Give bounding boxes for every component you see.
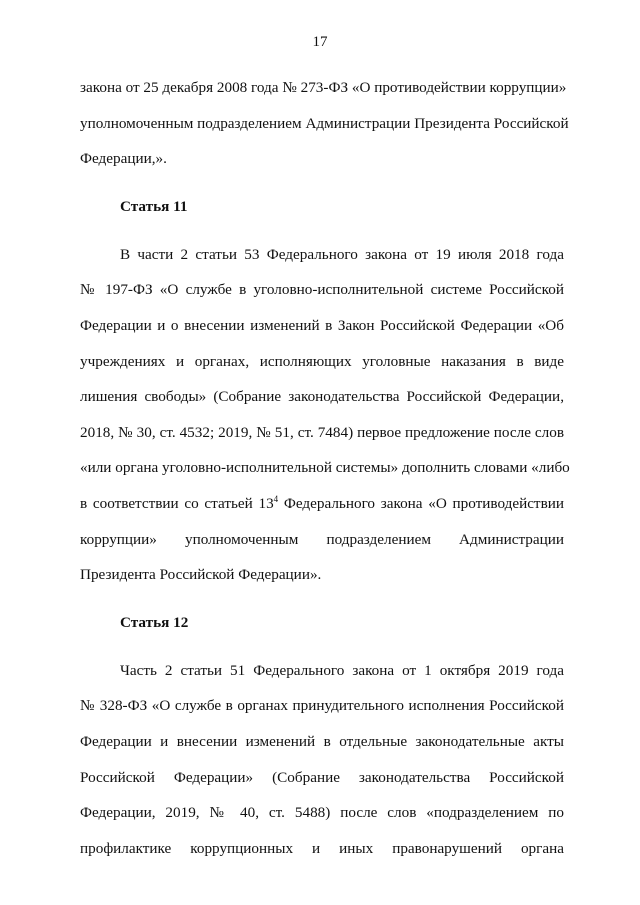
text-line: Федерации и о внесении изменений в Закон Российской Федерации «Об — [80, 316, 564, 334]
article-12-text — [80, 653, 564, 867]
text-line-with-superscript — [80, 486, 564, 522]
text-line: уполномоченным подразделением Администрации Президента Российской — [80, 114, 569, 132]
text-line: профилактике коррупционных и иных правонарушений органа — [80, 839, 564, 857]
text-line: лишения свободы» (Собрание законодательства Российской Федерации, — [80, 388, 564, 406]
text-line: Президента Российской Федерации». — [80, 566, 322, 584]
text-line: В части 2 статьи 53 Федерального закона от 19 июля 2018 года — [120, 245, 564, 263]
text-line: 2018, № 30, ст. 4532; 2019, № 51, ст. 7484) первое предложение после слов — [80, 423, 564, 441]
text-line: Часть 2 статьи 51 Федерального закона от 1 октября 2019 года — [120, 661, 564, 679]
page-number: 17 — [312, 34, 328, 50]
text-line: Федерации, 2019, № 40, ст. 5488) после слов «подразделением по — [80, 804, 564, 822]
line-part: Федерального закона «О противодействии — [278, 494, 564, 512]
text-line: № 328-ФЗ «О службе в органах принудительного исполнения Российской — [80, 697, 564, 715]
intro-paragraph — [80, 70, 569, 177]
article-12-heading: Статья 12 — [120, 613, 189, 631]
text-line: учреждениях и органах, исполняющих уголовные наказания в виде — [80, 352, 564, 370]
text-line: Федерации и внесении изменений в отдельные законодательные акты — [80, 732, 564, 750]
article-11-heading: Статья 11 — [120, 197, 188, 215]
text-line: «или органа уголовно-исполнительной системы» дополнить словами «либо — [80, 459, 570, 477]
text-line: Российской Федерации» (Собрание законодательства Российской — [80, 768, 564, 786]
text-line: закона от 25 декабря 2008 года № 273-ФЗ «О противодействии коррупции» — [80, 79, 567, 96]
text-line: Федерации,». — [80, 150, 167, 168]
document-body — [80, 70, 570, 866]
article-11-text — [80, 237, 570, 593]
text-line: коррупции» уполномоченным подразделением Администрации — [80, 530, 564, 548]
superscript: 4 — [273, 493, 279, 504]
text-line: № 197-ФЗ «О службе в уголовно-исполнительной системе Российской — [80, 281, 564, 299]
line-part: в соответствии со статьей 13 — [80, 494, 274, 512]
